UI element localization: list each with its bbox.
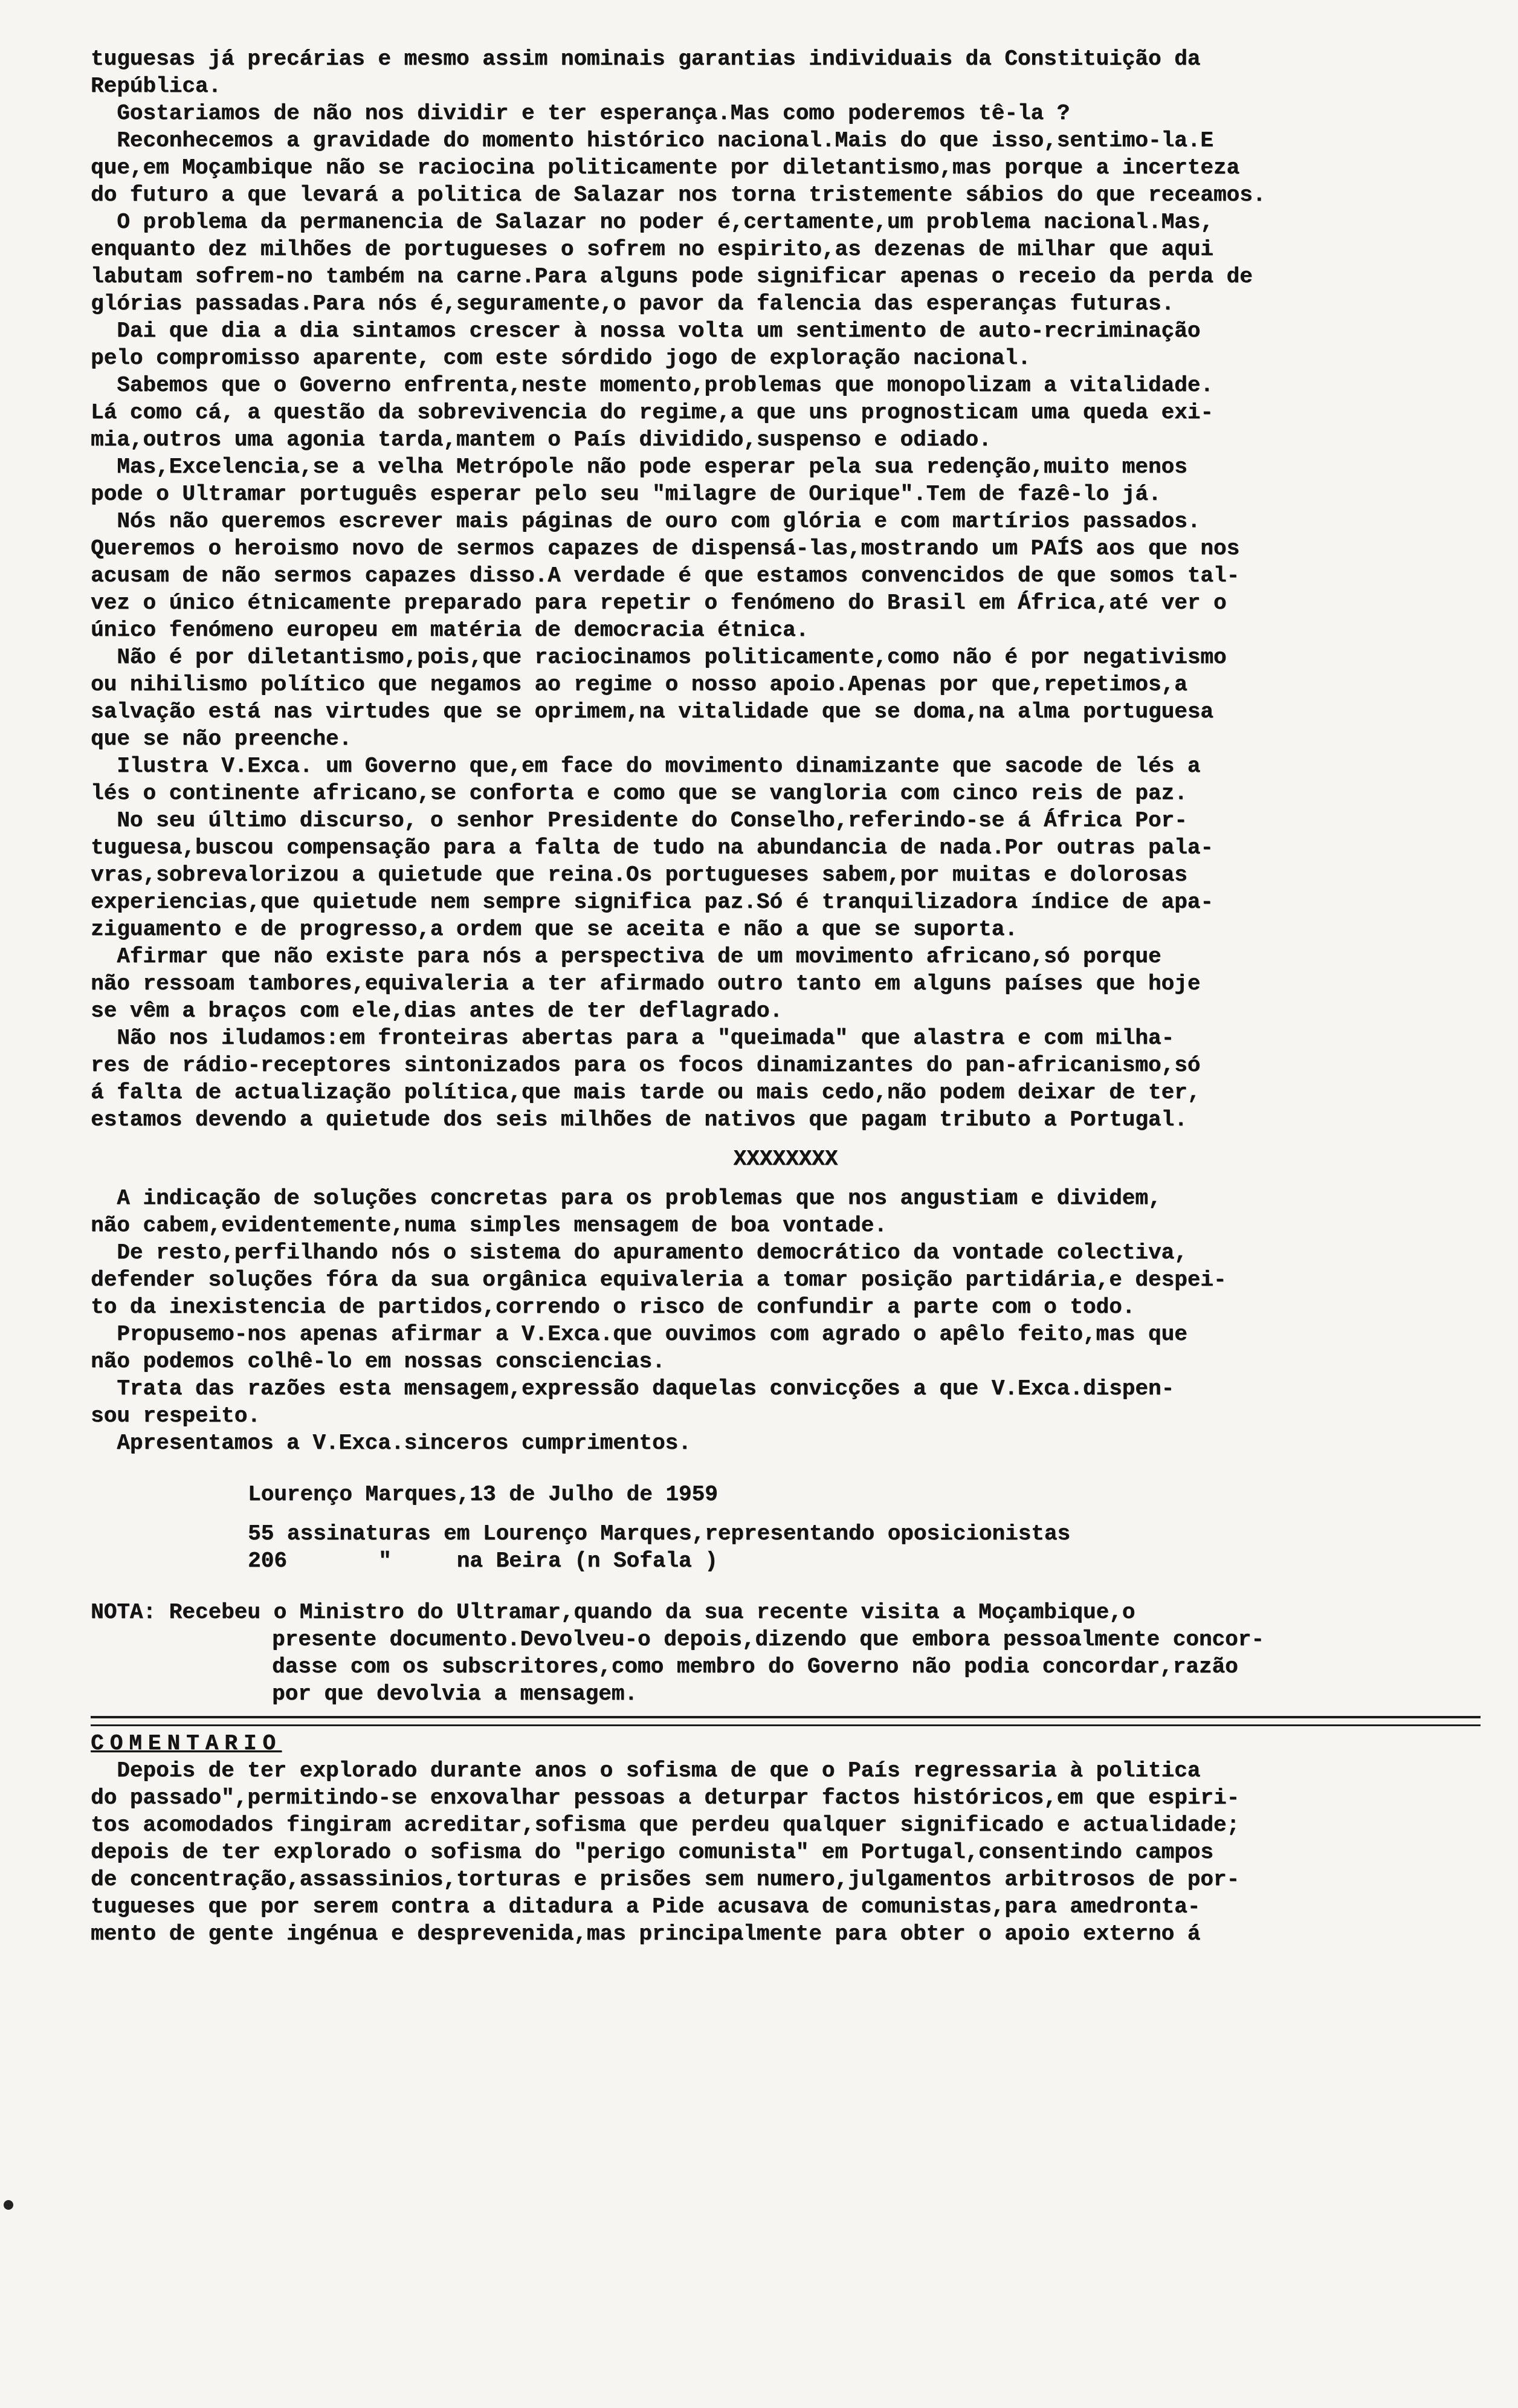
text-line: acusam de não sermos capazes disso.A verdade é que estamos convencidos de que somos tal- bbox=[91, 563, 1240, 588]
text-line: que,em Moçambique não se raciocina politicamente por diletantismo,mas porque a incerteza bbox=[91, 155, 1240, 180]
text-line: lés o continente africano,se conforta e como que se vangloria com cinco reis de paz. bbox=[91, 781, 1187, 806]
text-line: Afirmar que não existe para nós a perspectiva de um movimento africano,só porque bbox=[91, 944, 1161, 969]
closing-body-text bbox=[91, 1185, 1481, 1457]
text-line: á falta de actualização política,que mais tarde ou mais cedo,não podem deixar de ter, bbox=[91, 1080, 1201, 1105]
text-line: não cabem,evidentemente,numa simples mensagem de boa vontade. bbox=[91, 1213, 887, 1238]
nota-line: presente documento.Devolveu-o depois,dizendo que embora pessoalmente concor- bbox=[272, 1627, 1264, 1652]
text-line: to da inexistencia de partidos,correndo o risco de confundir a parte com o todo. bbox=[91, 1295, 1135, 1319]
text-line: Nós não queremos escrever mais páginas de ouro com glória e com martírios passados. bbox=[91, 509, 1201, 534]
text-line: Trata das razões esta mensagem,expressão daquelas convicções a que V.Exca.dispen- bbox=[91, 1376, 1175, 1401]
text-line: tos acomodados fingiram acreditar,sofisma que perdeu qualquer significado e actualidade; bbox=[91, 1813, 1240, 1837]
text-line: pelo compromisso aparente, com este sórdido jogo de exploração nacional. bbox=[91, 346, 1031, 371]
nota-label: NOTA: bbox=[91, 1600, 157, 1625]
text-line: Sabemos que o Governo enfrenta,neste momento,problemas que monopolizam a vitalidade. bbox=[91, 373, 1213, 398]
nota-line: por que devolvia a mensagem. bbox=[272, 1681, 638, 1706]
text-line: labutam sofrem-no também na carne.Para alguns pode significar apenas o receio da perda de bbox=[91, 264, 1253, 289]
text-line: mento de gente ingénua e desprevenida,mas principalmente para obter o apoio externo á bbox=[91, 1921, 1201, 1946]
text-line: experiencias,que quietude nem sempre significa paz.Só é tranquilizadora índice de apa- bbox=[91, 890, 1213, 914]
text-line: único fenómeno europeu em matéria de democracia étnica. bbox=[91, 618, 809, 642]
comment-heading: COMENTARIO bbox=[91, 1731, 282, 1756]
text-line: A indicação de soluções concretas para os problemas que nos angustiam e dividem, bbox=[91, 1186, 1161, 1211]
place-and-date: Lourenço Marques,13 de Julho de 1959 bbox=[248, 1482, 718, 1507]
ink-dot-mark bbox=[4, 2200, 13, 2210]
text-line: República. bbox=[91, 74, 222, 99]
text-line: Propusemo-nos apenas afirmar a V.Exca.que ouvimos com agrado o apêlo feito,mas que bbox=[91, 1322, 1187, 1347]
text-line: Queremos o heroismo novo de sermos capazes de dispensá-las,mostrando um PAÍS aos que nos bbox=[91, 536, 1240, 561]
text-line: tuguesa,buscou compensação para a falta de tudo na abundancia de nada.Por outras pala- bbox=[91, 835, 1213, 860]
text-line: vras,sobrevalorizou a quietude que reina.Os portugueses sabem,por muitas e dolorosas bbox=[91, 863, 1187, 887]
text-line: enquanto dez milhões de portugueses o sofrem no espirito,as dezenas de milhar que aqui bbox=[91, 237, 1213, 262]
text-line: do passado",permitindo-se enxovalhar pessoas a deturpar factos históricos,em que espiri- bbox=[91, 1785, 1240, 1810]
text-line: pode o Ultramar português esperar pelo seu "milagre de Ourique".Tem de fazê-lo já. bbox=[91, 482, 1161, 507]
text-line: Gostariamos de não nos dividir e ter esperança.Mas como poderemos tê-la ? bbox=[91, 101, 1070, 126]
text-line: não ressoam tambores,equivaleria a ter afirmado outro tanto em alguns países que hoje bbox=[91, 971, 1201, 996]
text-line: sou respeito. bbox=[91, 1403, 260, 1428]
text-line: No seu último discurso, o senhor Presidente do Conselho,referindo-se á África Por- bbox=[91, 808, 1187, 833]
text-line: Não é por diletantismo,pois,que raciocinamos politicamente,como não é por negativismo bbox=[91, 645, 1227, 670]
comment-body-text bbox=[91, 1757, 1481, 1947]
nota-line: dasse com os subscritores,como membro do Governo não podia concordar,razão bbox=[272, 1654, 1238, 1679]
text-line: tugueses que por serem contra a ditadura a Pide acusava de comunistas,para amedronta- bbox=[91, 1894, 1201, 1919]
text-line: Apresentamos a V.Exca.sinceros cumprimentos. bbox=[91, 1431, 691, 1455]
text-line: se vêm a braços com ele,dias antes de ter deflagrado. bbox=[91, 998, 783, 1023]
text-line: não podemos colhê-lo em nossas consciencias. bbox=[91, 1349, 665, 1374]
text-line: Depois de ter explorado durante anos o sofisma de que o País regressaria à politica bbox=[91, 1758, 1201, 1783]
text-line: Mas,Excelencia,se a velha Metrópole não pode esperar pela sua redenção,muito menos bbox=[91, 455, 1187, 479]
typewritten-page bbox=[91, 45, 1481, 1947]
text-line: Ilustra V.Exca. um Governo que,em face do movimento dinamizante que sacode de lés a bbox=[91, 754, 1201, 778]
text-line: salvação está nas virtudes que se oprimem,na vitalidade que se doma,na alma portuguesa bbox=[91, 699, 1213, 724]
text-line: estamos devendo a quietude dos seis milhões de nativos que pagam tributo a Portugal. bbox=[91, 1107, 1187, 1132]
text-line: do futuro a que levará a politica de Salazar nos torna tristemente sábios do que receamos. bbox=[91, 183, 1266, 207]
main-body-text bbox=[91, 45, 1481, 1133]
double-rule-divider bbox=[91, 1716, 1481, 1726]
signatures-line: 206 " na Beira (n Sofala ) bbox=[248, 1549, 718, 1573]
text-line: de concentração,assassinios,torturas e prisões sem numero,julgamentos arbitrosos de por- bbox=[91, 1867, 1240, 1892]
signatures-line: 55 assinaturas em Lourenço Marques,representando oposicionistas bbox=[248, 1521, 1071, 1546]
text-line: ziguamento e de progresso,a ordem que se aceita e não a que se suporta. bbox=[91, 917, 1018, 942]
text-line: ou nihilismo político que negamos ao regime o nosso apoio.Apenas por que,repetimos,a bbox=[91, 672, 1187, 697]
text-line: tuguesas já precárias e mesmo assim nominais garantias individuais da Constituição da bbox=[91, 47, 1201, 71]
text-line: defender soluções fóra da sua orgânica equivaleria a tomar posição partidária,e despei- bbox=[91, 1267, 1227, 1292]
text-line: glórias passadas.Para nós é,seguramente,o pavor da falencia das esperanças futuras. bbox=[91, 291, 1175, 316]
text-line: vez o único étnicamente preparado para repetir o fenómeno do Brasil em África,até ver o bbox=[91, 591, 1227, 615]
text-line: Dai que dia a dia sintamos crescer à nossa volta um sentimento de auto-recriminação bbox=[91, 319, 1201, 343]
text-line: mia,outros uma agonia tarda,mantem o País dividido,suspenso e odiado. bbox=[91, 427, 992, 452]
text-line: Lá como cá, a questão da sobrevivencia do regime,a que uns prognosticam uma queda exi- bbox=[91, 400, 1213, 425]
text-line: depois de ter explorado o sofisma do "perigo comunista" em Portugal,consentindo campos bbox=[91, 1840, 1213, 1865]
text-line: De resto,perfilhando nós o sistema do apuramento democrático da vontade colectiva, bbox=[91, 1240, 1187, 1265]
text-line: O problema da permanencia de Salazar no poder é,certamente,um problema nacional.Mas, bbox=[91, 210, 1213, 235]
text-line: que se não preenche. bbox=[91, 727, 352, 751]
text-line: Não nos iludamos:em fronteiras abertas para a "queimada" que alastra e com milha- bbox=[91, 1026, 1175, 1050]
text-line: res de rádio-receptores sintonizados para os focos dinamizantes do pan-africanismo,só bbox=[91, 1053, 1201, 1078]
section-separator-marks: XXXXXXXX bbox=[733, 1147, 838, 1171]
text-line: Reconhecemos a gravidade do momento histórico nacional.Mais do que isso,sentimo-la.E bbox=[91, 128, 1213, 153]
nota-block bbox=[91, 1599, 1481, 1707]
nota-line: Recebeu o Ministro do Ultramar,quando da sua recente visita a Moçambique,o bbox=[169, 1600, 1135, 1625]
